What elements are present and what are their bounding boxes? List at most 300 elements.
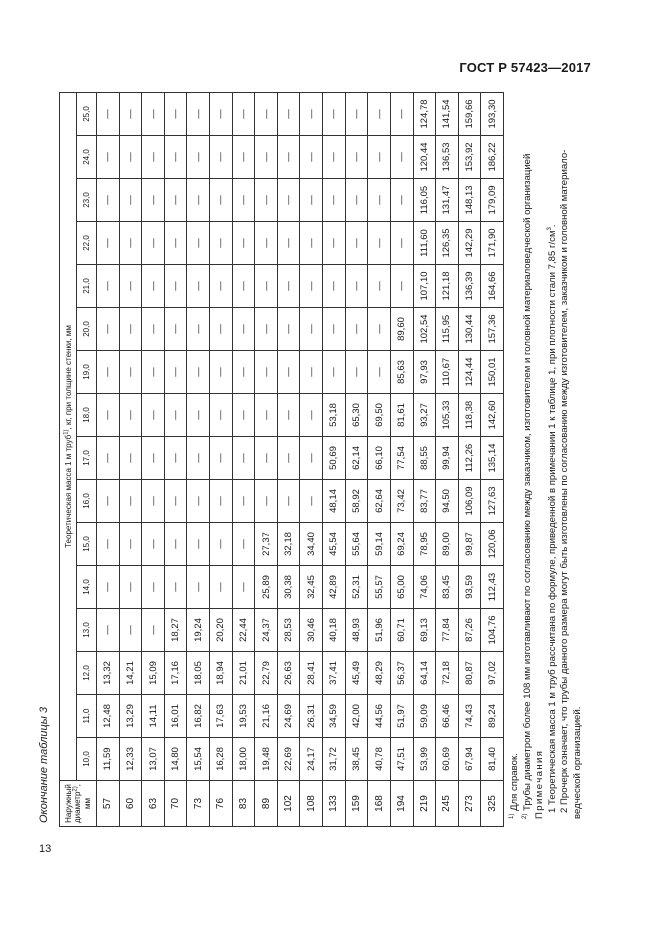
mass-cell: 64,14 — [413, 652, 436, 695]
mass-cell: 28,41 — [300, 652, 323, 695]
mass-column-header — [60, 93, 77, 781]
mass-cell: — — [232, 93, 255, 136]
mass-cell: 30,38 — [277, 566, 300, 609]
mass-cell: 34,59 — [323, 695, 346, 738]
diameter-header-line2: диаметр — [73, 791, 83, 823]
mass-cell: 112,26 — [458, 437, 481, 480]
thickness-header-cell: 22,0 — [77, 222, 97, 265]
mass-cell: — — [210, 179, 233, 222]
mass-cell: — — [164, 480, 187, 523]
mass-cell: — — [390, 222, 413, 265]
mass-cell: 66,46 — [436, 695, 459, 738]
mass-cell: — — [119, 179, 142, 222]
mass-cell: 11,59 — [97, 738, 120, 781]
mass-cell: — — [119, 523, 142, 566]
mass-cell: 124,78 — [413, 93, 436, 136]
mass-cell: 193,30 — [481, 93, 504, 136]
mass-cell: — — [390, 93, 413, 136]
mass-cell: 47,51 — [390, 738, 413, 781]
mass-cell: — — [323, 308, 346, 351]
diameter-cell: 325 — [481, 781, 504, 827]
thickness-header-cell: 25,0 — [77, 93, 97, 136]
mass-cell: 110,67 — [436, 351, 459, 394]
mass-cell: — — [164, 222, 187, 265]
mass-cell: 17,16 — [164, 652, 187, 695]
mass-cell: — — [97, 222, 120, 265]
mass-cell: — — [97, 179, 120, 222]
table-row — [142, 93, 165, 827]
mass-cell: 18,27 — [164, 609, 187, 652]
mass-cell: — — [345, 179, 368, 222]
mass-cell: — — [368, 179, 391, 222]
mass-cell: — — [255, 179, 278, 222]
mass-cell: — — [390, 179, 413, 222]
mass-cell: 104,76 — [481, 609, 504, 652]
mass-cell: — — [255, 437, 278, 480]
mass-cell: — — [187, 308, 210, 351]
table-row — [323, 93, 346, 827]
mass-cell: — — [97, 480, 120, 523]
mass-cell: 69,50 — [368, 394, 391, 437]
mass-cell: 12,33 — [119, 738, 142, 781]
mass-cell: — — [187, 222, 210, 265]
mass-cell: — — [300, 480, 323, 523]
diameter-cell: 108 — [300, 781, 323, 827]
table-row — [97, 93, 120, 827]
diameter-cell: 273 — [458, 781, 481, 827]
thickness-header-cell: 16,0 — [77, 480, 97, 523]
mass-cell: — — [300, 179, 323, 222]
table-row — [232, 93, 255, 827]
mass-cell: 74,06 — [413, 566, 436, 609]
mass-table — [59, 92, 504, 827]
mass-cell: 74,43 — [458, 695, 481, 738]
mass-cell: — — [119, 609, 142, 652]
mass-cell: — — [210, 308, 233, 351]
thickness-header-cell: 20,0 — [77, 308, 97, 351]
mass-cell: — — [142, 394, 165, 437]
mass-cell: 48,29 — [368, 652, 391, 695]
mass-cell: — — [255, 136, 278, 179]
mass-cell: — — [142, 480, 165, 523]
mass-cell: 62,64 — [368, 480, 391, 523]
mass-cell: 58,92 — [345, 480, 368, 523]
mass-cell: — — [142, 308, 165, 351]
mass-cell: — — [323, 93, 346, 136]
mass-cell: 16,01 — [164, 695, 187, 738]
diameter-cell: 70 — [164, 781, 187, 827]
mass-cell: — — [390, 136, 413, 179]
mass-cell: 136,39 — [458, 265, 481, 308]
mass-cell: 186,22 — [481, 136, 504, 179]
table-row — [300, 93, 323, 827]
thickness-header-cell: 11,0 — [77, 695, 97, 738]
mass-cell: — — [142, 566, 165, 609]
mass-cell: — — [142, 136, 165, 179]
mass-cell: — — [210, 437, 233, 480]
mass-cell: — — [232, 394, 255, 437]
mass-cell: — — [300, 308, 323, 351]
thickness-header-cell: 21,0 — [77, 265, 97, 308]
diameter-header-line1: Наружный — [64, 784, 74, 823]
note-1-sup: 3 — [546, 227, 553, 231]
mass-cell: — — [232, 523, 255, 566]
thickness-header-cell: 18,0 — [77, 394, 97, 437]
mass-cell: 120,44 — [413, 136, 436, 179]
mass-cell: 121,18 — [436, 265, 459, 308]
table-row — [458, 93, 481, 827]
mass-cell: 118,38 — [458, 394, 481, 437]
mass-cell: 136,53 — [436, 136, 459, 179]
thickness-header-cell: 17,0 — [77, 437, 97, 480]
mass-cell: — — [142, 179, 165, 222]
mass-cell: — — [119, 222, 142, 265]
mass-cell: — — [164, 566, 187, 609]
mass-cell: — — [164, 93, 187, 136]
footnote-1 — [509, 89, 522, 819]
mass-cell: — — [300, 265, 323, 308]
mass-cell: — — [187, 394, 210, 437]
diameter-cell: 83 — [232, 781, 255, 827]
mass-cell: 83,77 — [413, 480, 436, 523]
diameter-cell: 219 — [413, 781, 436, 827]
footnote-2 — [522, 89, 535, 819]
mass-cell: — — [368, 222, 391, 265]
mass-cell: 135,14 — [481, 437, 504, 480]
mass-cell: — — [300, 394, 323, 437]
mass-cell: 65,00 — [390, 566, 413, 609]
mass-cell: 25,89 — [255, 566, 278, 609]
mass-cell: 24,37 — [255, 609, 278, 652]
mass-cell: — — [255, 308, 278, 351]
mass-cell: 19,53 — [232, 695, 255, 738]
mass-cell: — — [368, 93, 391, 136]
mass-cell: — — [345, 136, 368, 179]
mass-cell: 99,87 — [458, 523, 481, 566]
mass-cell: — — [345, 351, 368, 394]
mass-cell: — — [142, 609, 165, 652]
mass-cell: 15,09 — [142, 652, 165, 695]
mass-cell: 99,94 — [436, 437, 459, 480]
mass-cell: — — [277, 222, 300, 265]
mass-cell: — — [142, 523, 165, 566]
table-row — [481, 93, 504, 827]
mass-cell: — — [300, 437, 323, 480]
diameter-cell: 89 — [255, 781, 278, 827]
mass-cell: — — [277, 437, 300, 480]
mass-cell: 15,54 — [187, 738, 210, 781]
mass-cell: 53,99 — [413, 738, 436, 781]
mass-cell: 81,40 — [481, 738, 504, 781]
mass-cell: — — [255, 265, 278, 308]
mass-cell: — — [323, 351, 346, 394]
mass-cell: 89,24 — [481, 695, 504, 738]
table-header-row — [60, 93, 77, 827]
mass-cell: 102,54 — [413, 308, 436, 351]
note-2-continuation: ведческой организацией. — [571, 706, 583, 819]
mass-header-sup: 1) — [62, 429, 69, 435]
table-row — [277, 93, 300, 827]
thickness-header-cell: 10,0 — [77, 738, 97, 781]
mass-cell: 60,71 — [390, 609, 413, 652]
mass-cell: 130,44 — [458, 308, 481, 351]
mass-cell: 14,11 — [142, 695, 165, 738]
diameter-cell: 60 — [119, 781, 142, 827]
diameter-cell: 245 — [436, 781, 459, 827]
mass-cell: 77,54 — [390, 437, 413, 480]
diameter-cell: 73 — [187, 781, 210, 827]
mass-cell: — — [119, 566, 142, 609]
diameter-cell: 168 — [368, 781, 391, 827]
mass-cell: 60,69 — [436, 738, 459, 781]
mass-cell: — — [119, 480, 142, 523]
mass-cell: 52,31 — [345, 566, 368, 609]
diameter-header-comma: , — [73, 784, 83, 787]
mass-cell: — — [164, 351, 187, 394]
mass-cell: 45,49 — [345, 652, 368, 695]
footnote-1-text: Для справок. — [509, 753, 520, 814]
mass-cell: — — [300, 93, 323, 136]
mass-cell: — — [97, 566, 120, 609]
mass-cell: — — [277, 308, 300, 351]
mass-cell: 37,41 — [323, 652, 346, 695]
mass-cell: 59,14 — [368, 523, 391, 566]
mass-cell: 13,29 — [119, 695, 142, 738]
mass-cell: — — [164, 265, 187, 308]
mass-cell: 55,57 — [368, 566, 391, 609]
mass-cell: 42,00 — [345, 695, 368, 738]
mass-cell: 69,13 — [413, 609, 436, 652]
mass-cell: 93,59 — [458, 566, 481, 609]
mass-cell: — — [97, 308, 120, 351]
mass-cell: — — [119, 93, 142, 136]
mass-cell: — — [210, 394, 233, 437]
mass-cell: 171,90 — [481, 222, 504, 265]
mass-cell: — — [210, 566, 233, 609]
footnote-2-mark: 2) — [521, 813, 528, 819]
mass-cell: — — [187, 136, 210, 179]
thickness-header-cell: 23,0 — [77, 179, 97, 222]
standard-header: ГОСТ Р 57423—2017 — [459, 60, 591, 75]
mass-cell: — — [277, 93, 300, 136]
mass-cell: — — [232, 179, 255, 222]
mass-cell: 126,35 — [436, 222, 459, 265]
mass-cell: 157,36 — [481, 308, 504, 351]
mass-cell: 26,31 — [300, 695, 323, 738]
mass-cell: — — [345, 93, 368, 136]
mass-cell: 24,17 — [300, 738, 323, 781]
mass-cell: 17,63 — [210, 695, 233, 738]
thickness-header-cell: 12,0 — [77, 652, 97, 695]
table-row — [187, 93, 210, 827]
mass-cell: — — [164, 308, 187, 351]
mass-cell: — — [277, 480, 300, 523]
mass-cell: 16,82 — [187, 695, 210, 738]
mass-cell: 148,13 — [458, 179, 481, 222]
thickness-header-cell: 14,0 — [77, 566, 97, 609]
mass-cell: 18,05 — [187, 652, 210, 695]
mass-cell: 21,16 — [255, 695, 278, 738]
mass-cell: 31,72 — [323, 738, 346, 781]
mass-cell: — — [300, 351, 323, 394]
table-caption: Окончание таблицы 3 — [38, 706, 50, 823]
diameter-cell: 102 — [277, 781, 300, 827]
mass-cell: — — [277, 265, 300, 308]
mass-cell: — — [187, 480, 210, 523]
mass-header-text-end: , кг, при толщине стенки, мм — [63, 325, 73, 430]
mass-cell: 62,14 — [345, 437, 368, 480]
mass-cell: — — [368, 351, 391, 394]
mass-cell: 12,48 — [97, 695, 120, 738]
mass-cell: — — [300, 136, 323, 179]
diameter-header-sup: 2) — [72, 786, 79, 792]
mass-cell: 14,80 — [164, 738, 187, 781]
mass-cell: — — [97, 265, 120, 308]
mass-cell: — — [232, 308, 255, 351]
mass-cell: — — [277, 394, 300, 437]
mass-cell: 18,00 — [232, 738, 255, 781]
mass-cell: 18,94 — [210, 652, 233, 695]
mass-cell: 111,60 — [413, 222, 436, 265]
mass-cell: 142,60 — [481, 394, 504, 437]
mass-header-text: Теоретическая масса 1 м труб — [63, 434, 73, 548]
mass-cell: — — [119, 136, 142, 179]
mass-cell: — — [323, 136, 346, 179]
mass-cell: — — [345, 222, 368, 265]
mass-cell: 141,54 — [436, 93, 459, 136]
mass-cell: 66,10 — [368, 437, 391, 480]
thickness-header-row — [77, 93, 97, 827]
mass-cell: — — [277, 136, 300, 179]
mass-cell: — — [97, 351, 120, 394]
mass-cell: — — [210, 93, 233, 136]
mass-cell: — — [232, 351, 255, 394]
mass-cell: 14,21 — [119, 652, 142, 695]
mass-cell: 13,07 — [142, 738, 165, 781]
mass-cell: 87,26 — [458, 609, 481, 652]
mass-cell: — — [232, 437, 255, 480]
mass-cell: 93,27 — [413, 394, 436, 437]
mass-cell: 50,69 — [323, 437, 346, 480]
mass-cell: 32,45 — [300, 566, 323, 609]
mass-cell: 142,29 — [458, 222, 481, 265]
mass-cell: — — [323, 179, 346, 222]
mass-cell: — — [368, 265, 391, 308]
mass-cell: — — [119, 351, 142, 394]
diameter-cell: 76 — [210, 781, 233, 827]
mass-cell: 27,37 — [255, 523, 278, 566]
mass-cell: — — [142, 437, 165, 480]
mass-cell: — — [119, 308, 142, 351]
mass-cell: 22,79 — [255, 652, 278, 695]
mass-cell: — — [232, 480, 255, 523]
table-row — [345, 93, 368, 827]
mass-cell: — — [142, 351, 165, 394]
table-row — [413, 93, 436, 827]
mass-cell: — — [300, 222, 323, 265]
mass-cell: 127,63 — [481, 480, 504, 523]
mass-cell: — — [164, 394, 187, 437]
mass-cell: 89,00 — [436, 523, 459, 566]
mass-cell: 19,24 — [187, 609, 210, 652]
mass-cell: — — [187, 93, 210, 136]
diameter-cell: 63 — [142, 781, 165, 827]
diameter-cell: 133 — [323, 781, 346, 827]
diameter-cell: 57 — [97, 781, 120, 827]
mass-cell: 112,43 — [481, 566, 504, 609]
thickness-header-cell: 13,0 — [77, 609, 97, 652]
mass-cell: 81,61 — [390, 394, 413, 437]
mass-cell: 56,37 — [390, 652, 413, 695]
mass-cell: 40,18 — [323, 609, 346, 652]
mass-cell: — — [187, 179, 210, 222]
mass-cell: 22,69 — [277, 738, 300, 781]
footnote-2-text: Трубы диаметром более 108 мм изготавливают по согласованию между заказчиком, изготовителем и головной материаловедческой организацией — [521, 153, 533, 814]
mass-cell: 16,28 — [210, 738, 233, 781]
notes-title: Примечания — [534, 749, 546, 819]
mass-cell: 20,20 — [210, 609, 233, 652]
mass-cell: — — [210, 523, 233, 566]
table-row — [119, 93, 142, 827]
table-row — [436, 93, 459, 827]
mass-cell: 115,95 — [436, 308, 459, 351]
mass-cell: 88,55 — [413, 437, 436, 480]
mass-cell: 124,44 — [458, 351, 481, 394]
mass-cell: 179,09 — [481, 179, 504, 222]
table-row — [368, 93, 391, 827]
mass-cell: 65,30 — [345, 394, 368, 437]
mass-cell: 55,64 — [345, 523, 368, 566]
mass-cell: — — [210, 480, 233, 523]
mass-cell: 116,05 — [413, 179, 436, 222]
mass-cell: 83,45 — [436, 566, 459, 609]
mass-cell: 97,02 — [481, 652, 504, 695]
mass-cell: 42,89 — [323, 566, 346, 609]
mass-cell: 28,53 — [277, 609, 300, 652]
mass-cell: — — [187, 523, 210, 566]
mass-cell: 19,48 — [255, 738, 278, 781]
mass-cell: 94,50 — [436, 480, 459, 523]
mass-cell: 24,69 — [277, 695, 300, 738]
mass-cell: 30,46 — [300, 609, 323, 652]
mass-cell: — — [210, 222, 233, 265]
diameter-cell: 159 — [345, 781, 368, 827]
mass-cell: 69,24 — [390, 523, 413, 566]
table-row — [255, 93, 278, 827]
footnotes-block — [509, 89, 585, 819]
mass-cell: 44,56 — [368, 695, 391, 738]
note-1-end: . — [546, 224, 558, 228]
mass-cell: — — [187, 437, 210, 480]
mass-cell: 89,60 — [390, 308, 413, 351]
mass-cell: — — [97, 437, 120, 480]
thickness-header-cell: 24,0 — [77, 136, 97, 179]
mass-cell: 73,42 — [390, 480, 413, 523]
mass-cell: 153,92 — [458, 136, 481, 179]
note-1 — [547, 89, 560, 819]
mass-cell: 48,93 — [345, 609, 368, 652]
mass-cell: 48,14 — [323, 480, 346, 523]
mass-cell: — — [119, 437, 142, 480]
mass-cell: — — [164, 179, 187, 222]
mass-cell: 22,44 — [232, 609, 255, 652]
mass-cell: 105,33 — [436, 394, 459, 437]
mass-cell: — — [97, 394, 120, 437]
mass-cell: — — [97, 609, 120, 652]
mass-cell: 72,18 — [436, 652, 459, 695]
mass-cell: 120,06 — [481, 523, 504, 566]
mass-cell: — — [210, 265, 233, 308]
